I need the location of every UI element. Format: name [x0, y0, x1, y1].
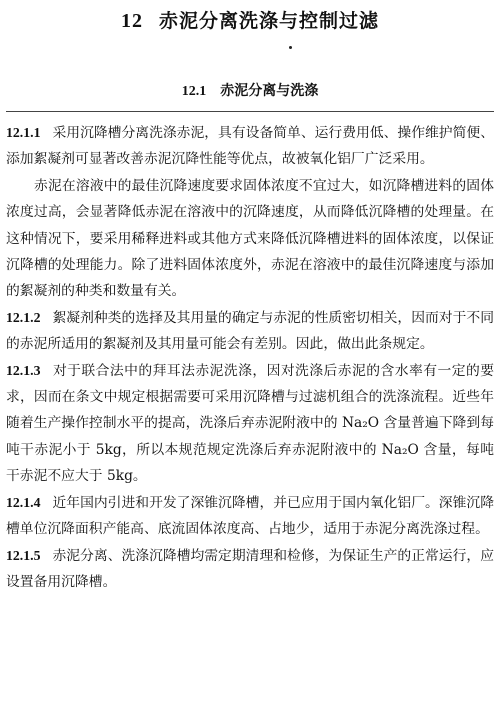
clause-number: 12.1.2 [6, 309, 41, 325]
paragraph-continuation [6, 173, 494, 305]
paragraph-12-1-1 [6, 120, 494, 173]
section-title [0, 80, 500, 100]
clause-number: 12.1.3 [6, 362, 41, 378]
paragraph-text: 赤泥分离、洗涤沉降槽均需定期清理和检修，为保证生产的正常运行，应设置备用沉降槽。 [6, 547, 494, 590]
paragraph-12-1-4 [6, 490, 494, 543]
chapter-title-text: 赤泥分离洗涤与控制过滤 [158, 10, 379, 32]
decorative-dot [289, 46, 292, 49]
paragraph-text: 对于联合法中的拜耳法赤泥洗涤，因对洗涤后赤泥的含水率有一定的要求，因而在条文中规定根据需要可采用沉降槽与过滤机组合的洗涤流程。近些年随着生产操作控制水平的提高，洗涤后弃赤泥附液中的 Na₂O 含量普遍下降到每吨干赤泥小于 5kg，所以本规范规定洗涤后弃赤泥附液中的 Na₂O 含量，每吨干赤泥不应大于 5kg。 [6, 362, 494, 485]
clause-number: 12.1.4 [6, 494, 41, 510]
paragraph-12-1-5 [6, 543, 494, 596]
paragraph-text: 赤泥在溶液中的最佳沉降速度要求固体浓度不宜过大，如沉降槽进料的固体浓度过高，会显著降低赤泥在溶液中的沉降速度，从而降低沉降槽的处理量。在这种情况下，要采用稀释进料或其他方式来降低沉降槽进料的固体浓度，以保证沉降槽的处理能力。除了进料固体浓度外，赤泥在溶液中的最佳沉降速度与添加的絮凝剂的种类和数量有关。 [6, 177, 494, 300]
paragraph-12-1-3 [6, 358, 494, 490]
chapter-title [0, 6, 500, 33]
chapter-number: 12 [120, 10, 143, 32]
section-title-text: 赤泥分离与洗涤 [220, 83, 319, 99]
section-divider [6, 111, 494, 112]
document-body [6, 120, 494, 595]
clause-number: 12.1.1 [6, 125, 41, 140]
paragraph-text: 絮凝剂种类的选择及其用量的确定与赤泥的性质密切相关，因而对于不同的赤泥所适用的絮凝剂及其用量可能会有差别。因此，做出此条规定。 [6, 309, 494, 353]
section-number: 12.1 [181, 84, 207, 99]
paragraph-text: 采用沉降槽分离洗涤赤泥，具有设备简单、运行费用低、操作维护简便、添加絮凝剂可显著改善赤泥沉降性能等优点，故被氧化铝厂广泛采用。 [6, 125, 494, 168]
paragraph-12-1-2 [6, 305, 494, 358]
paragraph-text: 近年国内引进和开发了深锥沉降槽，并已应用于国内氧化铝厂。深锥沉降槽单位沉降面积产能高、底流固体浓度高、占地少，适用于赤泥分离洗涤过程。 [6, 494, 494, 538]
clause-number: 12.1.5 [6, 547, 41, 563]
